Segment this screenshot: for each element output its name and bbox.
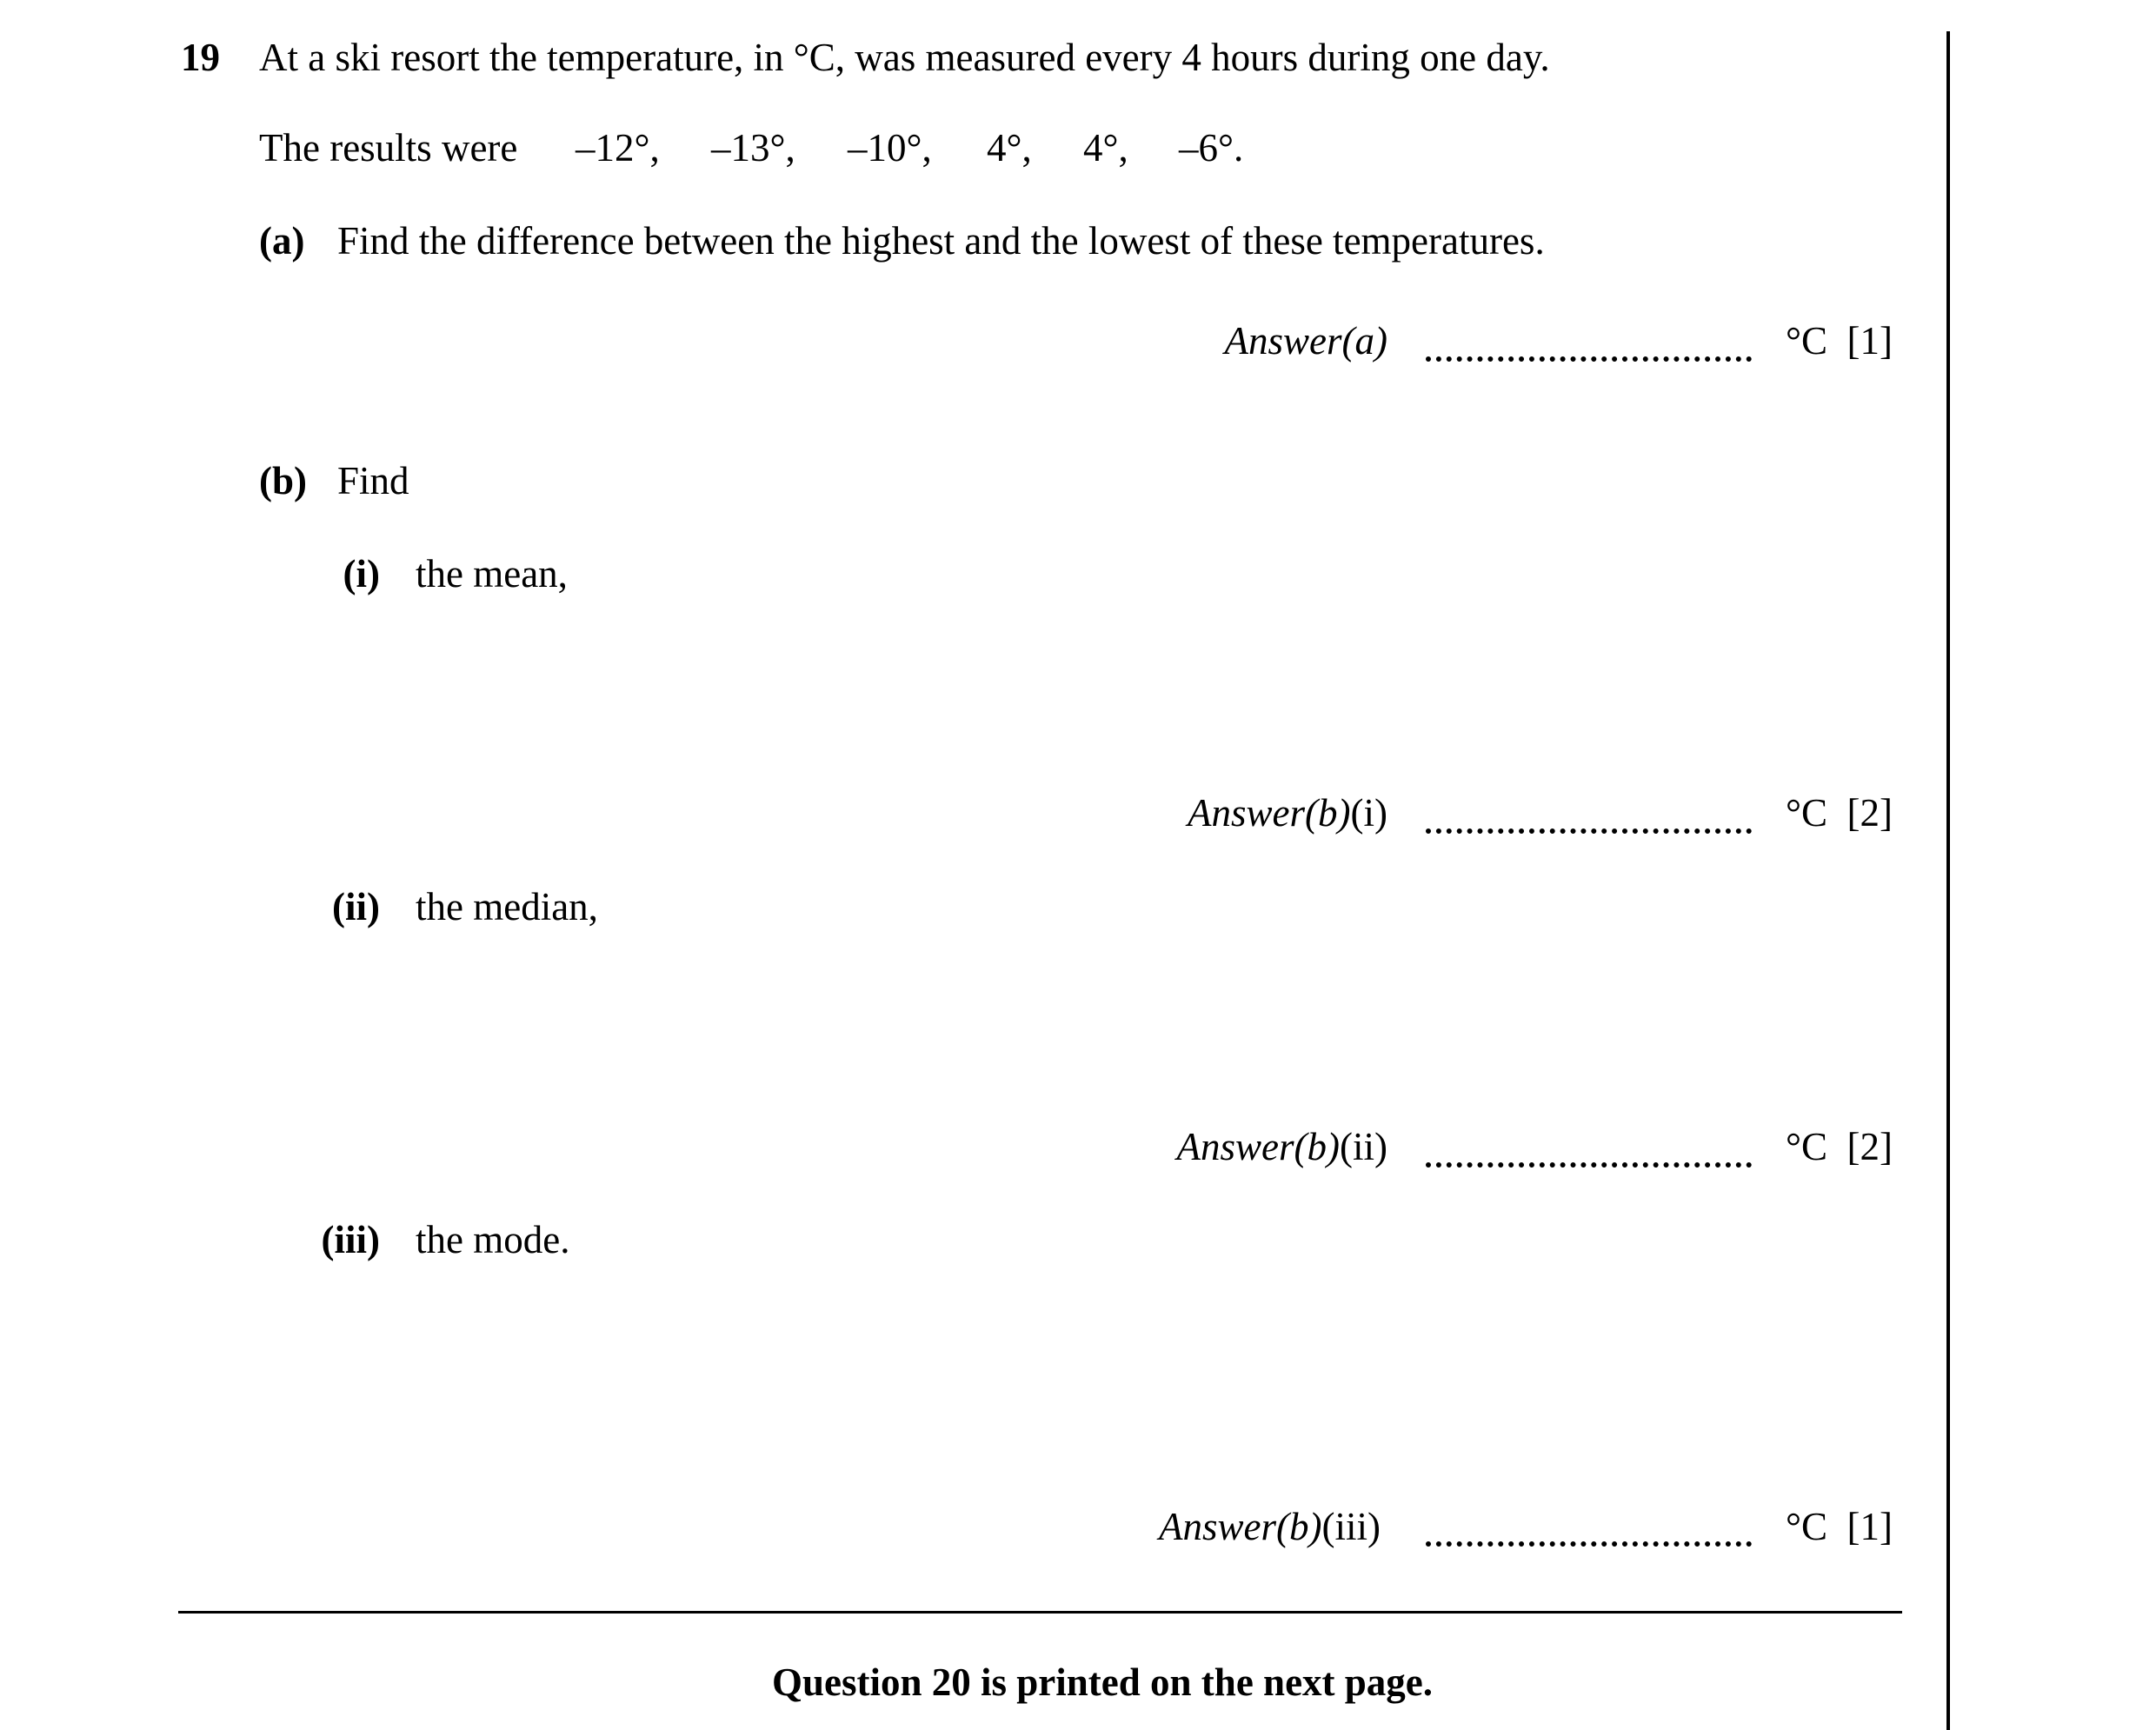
answer-b-i-unit-marks: °C [2] <box>1786 791 1893 835</box>
part-b-text: Find <box>337 459 409 502</box>
temperature-value: –6°. <box>1179 126 1244 170</box>
answer-b-i-field[interactable] <box>1426 828 1752 834</box>
part-a-label: (a) <box>259 219 305 263</box>
question-stem: At a ski resort the temperature, in °C, was measured every 4 hours during one day. <box>259 36 1550 79</box>
answer-a-label: Answer(a) <box>1224 319 1387 363</box>
part-b-i-label: (i) <box>343 552 380 596</box>
answer-a-unit-marks: °C [1] <box>1786 319 1893 363</box>
temperature-value: –12°, <box>576 126 660 170</box>
question-number: 19 <box>181 36 220 79</box>
answer-b-ii-unit-marks: °C [2] <box>1786 1125 1893 1168</box>
answer-b-ii-field[interactable] <box>1426 1162 1752 1168</box>
footer-note: Question 20 is printed on the next page. <box>771 1660 1434 1704</box>
right-margin-line <box>1946 31 1950 1730</box>
answer-b-iii-field[interactable] <box>1426 1541 1752 1547</box>
answer-a-field[interactable] <box>1426 356 1752 362</box>
temperature-value: –13°, <box>711 126 795 170</box>
bottom-rule <box>178 1611 1902 1614</box>
temperature-value: 4°, <box>987 126 1032 170</box>
part-a-text: Find the difference between the highest and the lowest of these temperatures. <box>337 219 1545 263</box>
answer-b-iii-unit-marks: °C [1] <box>1786 1505 1893 1548</box>
temperature-value: 4°, <box>1083 126 1128 170</box>
part-b-iii-label: (iii) <box>321 1218 380 1261</box>
part-b-i-text: the mean, <box>416 552 568 596</box>
part-b-ii-label: (ii) <box>332 885 380 928</box>
part-b-iii-text: the mode. <box>416 1218 570 1261</box>
part-b-label: (b) <box>259 459 307 502</box>
temperature-value: –10°, <box>848 126 932 170</box>
answer-b-ii-label: Answer(b)(ii) <box>1176 1125 1387 1168</box>
answer-b-i-label: Answer(b)(i) <box>1188 791 1387 835</box>
results-label: The results were <box>259 126 518 170</box>
answer-b-iii-label: Answer(b)(iii) <box>1159 1505 1381 1548</box>
part-b-ii-text: the median, <box>416 885 598 928</box>
